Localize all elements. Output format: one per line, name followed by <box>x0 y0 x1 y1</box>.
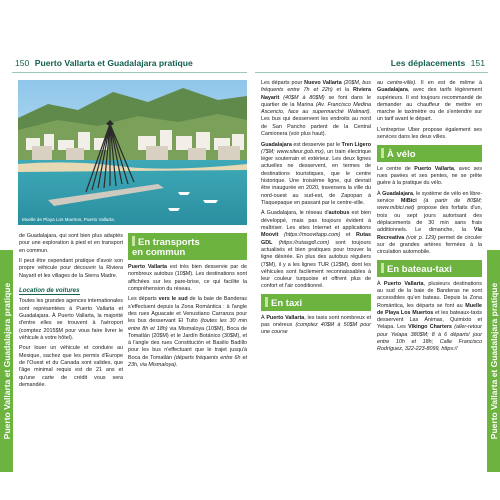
taxi-title: En taxi <box>271 297 303 309</box>
col3-p3-it1: (https://moovitapp.com) <box>278 232 341 239</box>
water-taxi-title: En bateau-taxi <box>387 263 452 275</box>
col2-para-2 <box>128 296 247 369</box>
guadalajara-bold: Guadalajara <box>261 141 292 148</box>
column-3 <box>261 80 371 340</box>
moovit-bold: Moovit <box>261 232 279 239</box>
guadalajara-bold-2: Guadalajara <box>377 87 408 94</box>
col4-para-3 <box>377 166 482 188</box>
col3-p3-c: est bien développé, mais pas toujours évident à maîtriser. Les sites Internet et applications <box>261 210 371 232</box>
col3-p1-c: et la <box>332 87 354 94</box>
city-photo <box>18 80 247 225</box>
bike-heading <box>377 145 482 162</box>
left-header-title: Puerto Vallarta et Guadalajara pratique <box>34 58 193 68</box>
col3-p1-d: se font dans le quartier de la Marina <box>261 94 372 108</box>
puerto-vallarta-bold-3: Puerto Vallarta <box>414 165 454 172</box>
col4-para-1 <box>377 80 482 124</box>
col4-para-4 <box>377 191 482 257</box>
col4-p3-c: , avec ses rues pavées et ses pentes, ne se prête guère à la pratique du vélo. <box>377 165 482 187</box>
col4-p4-c: , le système de vélo en libre-service <box>377 190 482 205</box>
left-page-number: 150 <box>15 58 30 68</box>
col4-para-2: L'entreprise Uber propose également ses services dans les deux villes. <box>377 126 482 141</box>
bike-title: À vélo <box>387 148 416 160</box>
col3-p2-it: (7$M; www.siteur.gob.mx) <box>261 148 324 155</box>
taxi-heading <box>261 294 371 311</box>
puerto-vallarta-bold-4: Puerto Vallarta <box>383 280 424 287</box>
col3-para-4 <box>261 315 371 337</box>
column-1 <box>19 233 123 392</box>
col2-para-1 <box>128 264 247 293</box>
autobus-bold: autobus <box>328 210 350 217</box>
col4-p5-c: , plusieurs destinations au sud de la baie de Banderas ne sont accessibles qu'en bateau. Depuis la Zona Romántica, les départs se font au <box>377 280 482 309</box>
col4-para-5 <box>377 281 482 354</box>
col3-para-1 <box>261 80 371 138</box>
public-transport-title-line1: En transports <box>138 237 200 248</box>
col4-p5-it: (aller-retour pour Yelapa 380$M; 8 à 6 départs/ jour entre 10h et 18h; Calle Francisco Rodríguez, 322-223-8099, https:// <box>377 324 482 353</box>
col1-para-2: Il peut être cependant pratique d'avoir son propre véhicule pour découvrir la Riviera Nayarit et les villages de la Sierra Madre. <box>19 258 123 279</box>
column-2 <box>128 231 247 373</box>
col3-p3-d: et <box>340 232 357 239</box>
col3-p4-a: À <box>261 314 267 321</box>
col3-p4-it: (comptez 40$M à 50$M pour une course <box>261 322 372 336</box>
rutas-gdl-bold: Rutas GDL <box>261 232 371 246</box>
col1-para-3: Toutes les grandes agences internationales sont représentées à Puerto Vallarta et Guadalajara. À Puerto Vallarta, la majorité d'entre elles se trouvent à l'aéroport (comptez 2015$M pour vous faire livrer le véhicule à votre hôtel). <box>19 298 123 341</box>
col4-p4-it2: (voir p. 129) <box>404 234 436 241</box>
col4-p1-it: au centre-ville) <box>377 80 416 86</box>
right-header-title: Les déplacements <box>390 58 466 68</box>
col4-p1-c: , avec des tarifs légèrement supérieurs. Il est toujours recommandé de demander au chauffeur de mettre en marche le taximètre ou de s'entendre sur un tarif avant le départ. <box>377 87 482 123</box>
col4-p5-a: À <box>377 280 384 287</box>
col4-p5-d: et les bateaux-taxis desservent Las Ánimas, Quimixto et Yelapa. Les <box>377 309 482 331</box>
muelle-bold: Muelle de Playa Los Muertos <box>377 302 482 316</box>
heading-accent <box>265 297 268 307</box>
puerto-vallarta-bold: Puerto Vallarta <box>128 264 168 270</box>
heading-accent <box>132 236 135 246</box>
public-transport-title-line2: en commun <box>132 247 186 258</box>
heading-accent <box>381 263 384 273</box>
nuevo-vallarta-bold: Nuevo Vallarta <box>304 80 342 86</box>
col3-p2-a: est desservie par le <box>291 141 342 148</box>
water-taxi-heading <box>377 260 482 277</box>
col4-p3-a: Le centre de <box>377 165 415 172</box>
left-side-tab <box>0 250 13 472</box>
col3-p1-a: Les départs pour <box>261 80 305 86</box>
photo-caption: Muelle de Playa Los Muertos, Puerto Vallarta. <box>22 217 116 222</box>
right-page-header <box>391 58 488 68</box>
vikingo-bold: Vikingo Charters <box>408 324 452 331</box>
col2-para-2-it1: (toutes les 30 min entre 8h et 18h) <box>128 318 248 332</box>
riviera-nayarit-bold: Riviera Nayarit <box>261 87 371 101</box>
left-header-rule <box>12 72 247 73</box>
col2-para-2-c: de la baie de Banderas s'effectuent depuis la Zona Romántica : à l'angle des rues Aguacate et Venustiano Carranza pour les bus desservant El Tuito <box>128 296 247 325</box>
puerto-vallarta-bold-2: Puerto Vallarta <box>266 314 305 321</box>
col2-para-2-a: Les départs <box>128 296 159 303</box>
col3-p3-e: sont toujours actualisés et bien pratiques pour trouver la ligne désirée. En plus des autobus réguliers (7$M), il y a les lignes TUR (12$M), dont les véhicules sont facilement reconnaissables à leur couleur turquoise et offrent plus de confort et l'air conditionné. <box>261 239 371 290</box>
col1-para-1: de Guadalajara, qui sont bien plus adaptés pour une exploration à pied et en transport en commun. <box>19 233 123 254</box>
col4-p1-a: . Il en est de même à <box>415 80 482 86</box>
column-4 <box>377 80 482 357</box>
south-bold: vers le sud <box>158 296 188 303</box>
col1-para-4: Pour louer un véhicule et conduire au Mexique, sachez que les permis d'Europe de l'Ouest et du Canada sont valides, que l'âge minimal requis est de 21 ans et qu'une carte de crédit vous sera demandée. <box>19 345 123 388</box>
mibici-bold: MiBici <box>400 198 417 205</box>
col3-p4-c: , les taxis sont nombreux et pas onéreux <box>261 314 371 329</box>
col2-para-1-text: est très bien desservie par de nombreux autobus (10$M). Les destinations sont affichées sur les pare-brise, ce qui facilite la compréhension du réseau. <box>128 264 248 292</box>
col3-para-2 <box>261 142 371 208</box>
col4-p4-d: propose des forfaits d'un, trois ou sept jours autorisant des déplacements de 30 min sans frais additionnels. Le dimanche, la <box>377 205 482 234</box>
col3-p2-c: , un train électrique léger souterrain et extérieur. Les deux lignes actuelles ne desservent, en termes de destinations touristiques, que le centre historique. Une troisième ligne, qui devrait être inaugurée en 2020, traversera la ville du nord-ouest au sud-est, de Zapopan à Tlaquepaque en passant par le centre-ville. <box>261 148 371 206</box>
col4-p4-a: À <box>377 190 383 197</box>
col3-p3-it2: (https://rutasgdl.com) <box>272 239 330 246</box>
public-transport-heading <box>128 233 247 260</box>
col3-p1-it2: (40$M à 80$M) <box>279 94 325 101</box>
right-header-rule <box>255 72 488 73</box>
right-page-number: 151 <box>470 58 485 68</box>
photo-illustration <box>18 80 247 225</box>
via-recreativa-bold: Vía Recreativa <box>377 227 482 241</box>
left-page-header <box>12 58 193 68</box>
col4-p4-it1: (à partir de 80$M; www.mibici.net) <box>377 198 482 212</box>
col2-para-2-d: via Mismaloya (10$M), Boca de Tomatlán (20$M) et le Jardín Botánico (30$M), et à l'angle des rues Constitución et Basilio Badillo pour les bus n'effectuant que le trajet jusqu'à Boca de Tomatlán <box>128 325 248 361</box>
right-side-tab <box>487 250 500 472</box>
heading-accent <box>381 148 384 158</box>
col4-p4-e: permet de circuler sur de grandes artères fermées à la circulation automobile. <box>377 234 482 256</box>
car-rental-subheading: Location de voitures <box>19 287 80 295</box>
guadalajara-bold-3: Guadalajara <box>382 190 414 197</box>
tren-ligero-bold: Tren Ligero <box>341 141 371 148</box>
col3-p1-it1: (20$M, bus fréquents entre 7h et 22h) <box>261 80 372 94</box>
col3-p1-it3: (Av. Francisco Medina Ascencio, face au supermarché Walmart). <box>261 101 371 116</box>
right-side-tab-label: Puerto Vallarta et Guadalajara pratique <box>488 282 499 440</box>
col2-para-2-it2: (départs fréquents entre 6h et 23h, via Mismaloya). <box>128 354 247 369</box>
col3-p3-a: À Guadalajara, le réseau d' <box>261 210 329 217</box>
col3-para-3 <box>261 210 371 290</box>
left-side-tab-label: Puerto Vallarta et Guadalajara pratique <box>1 282 12 440</box>
col3-p1-e: Les bus qui desservent les endroits au nord de San Pancho partent de la Central Camionera (voir plus haut). <box>261 116 371 138</box>
